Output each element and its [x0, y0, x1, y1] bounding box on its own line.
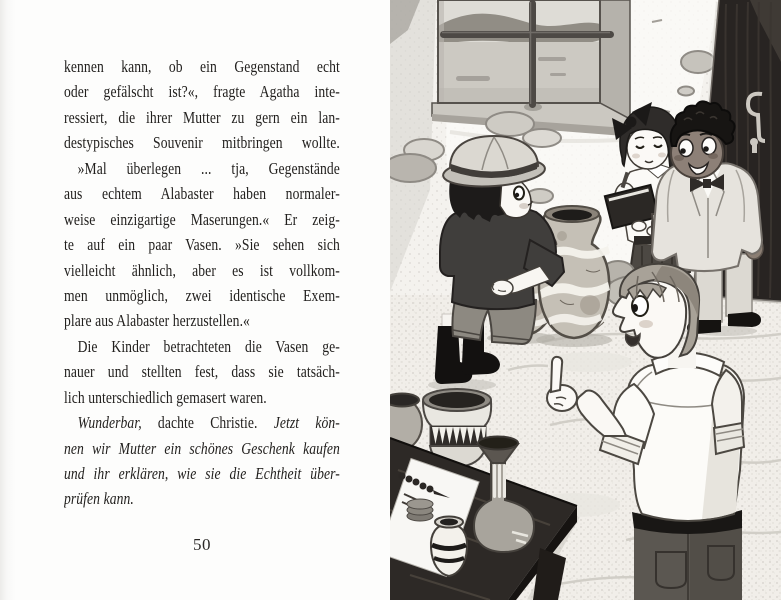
text-line: weise einzigartige Maserungen.« Er zeig-	[64, 209, 340, 229]
text-line: kennen kann, ob ein Gegenstand echt	[64, 57, 340, 76]
text-line: ressiert, die ihrer Mutter zu gern ein lan-	[64, 107, 340, 127]
illustration	[390, 0, 781, 600]
text-line: Die Kinder betrachteten die Vasen ge-	[77, 336, 340, 356]
text-page	[0, 0, 390, 600]
text-line: lich unterschiedlich gemasert waren.	[64, 387, 267, 407]
coin-stack	[407, 499, 433, 521]
text-line: men unmöglich, zwei identische Exem-	[64, 285, 340, 305]
desert-view	[438, 0, 600, 103]
striped-mini-vase	[431, 517, 467, 577]
boy-shoe-right	[728, 312, 761, 327]
text-line: oder gefälscht ist?«, fragte Agatha inte-	[64, 82, 340, 102]
text-line: prüfen kann.	[64, 489, 134, 509]
text-line: vielleicht ähnlich, aber es ist vollkom-	[64, 260, 340, 280]
text-line: nen wir Mutter ein schönes Geschenk kaufen	[64, 438, 340, 458]
text-line: Wunderbar, dachte Christie. Jetzt kön-	[77, 413, 340, 433]
page-number: 50	[193, 535, 211, 554]
child-hand	[491, 280, 513, 296]
text-line: nauer und stellten fest, dass sie tatsäch-	[64, 362, 340, 382]
text-line: te auf ein paar Vasen. »Sie sehen sich	[64, 235, 340, 255]
text-line: aus echtem Alabaster haben normaler-	[64, 184, 340, 204]
text-line: »Mal überlegen ... tja, Gegenstände	[77, 158, 340, 178]
text-column	[64, 54, 340, 512]
text-line: und ihr erklären, wie sie die Echtheit über-	[64, 464, 340, 483]
text-line: plare aus Alabaster herzustellen.«	[64, 311, 250, 331]
text-line: destypisches Souvenir mitbringen wollte.	[64, 133, 340, 153]
window-jamb	[600, 0, 630, 119]
